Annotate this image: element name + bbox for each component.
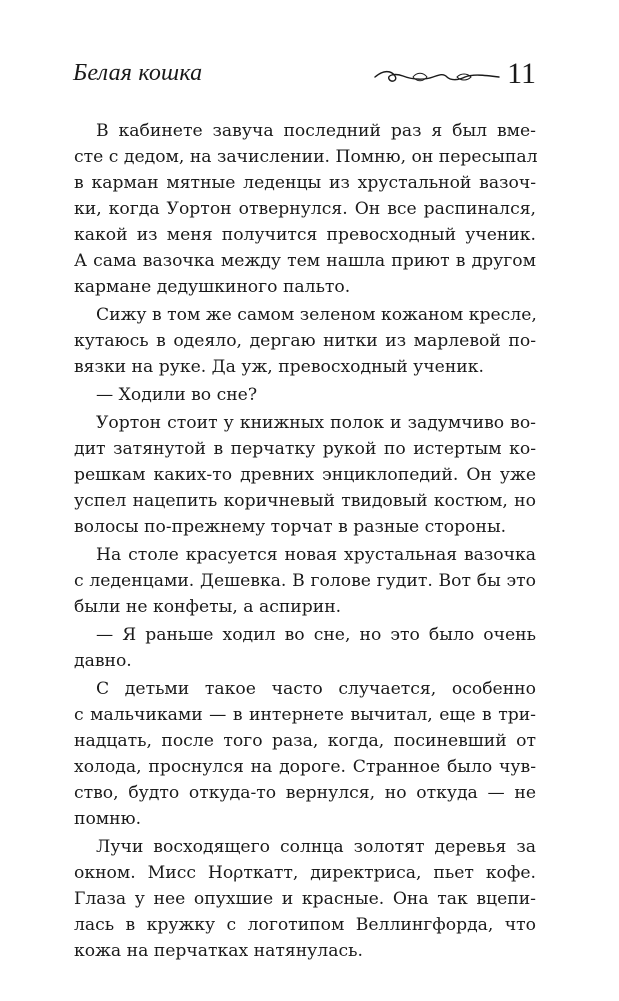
- text-line: холода, проснулся на дороге. Странное было чув-: [74, 757, 536, 777]
- text-line: — Ходили во сне?: [96, 385, 258, 405]
- paragraph: [74, 380, 536, 408]
- text-line: давно.: [74, 651, 132, 671]
- text-line: сте с дедом, на зачислении. Помню, он пересыпал: [74, 147, 538, 167]
- text-line: помню.: [74, 809, 142, 829]
- text-line: кармане дедушкиного пальто.: [74, 277, 351, 297]
- text-line: Лучи восходящего солнца золотят деревья за: [96, 837, 536, 857]
- text-line: надцать, после того раза, когда, посиневший от: [74, 731, 536, 751]
- text-line: Уортон стоит у книжных полок и задумчиво во-: [96, 413, 536, 433]
- text-line: окном. Мисс Нορткатт, директриса, пьет кофе.: [74, 863, 536, 883]
- text-line: решкам каких-то древних энциклопедий. Он уже: [74, 465, 536, 485]
- text-line: волосы по-прежнему торчат в разные стороны.: [74, 517, 507, 537]
- text-line: вязки на руке. Да уж, превосходный ученик.: [74, 357, 484, 377]
- text-line: С детьми такое часто случается, особенно: [96, 679, 536, 699]
- body-text: [74, 116, 536, 964]
- text-line: с мальчиками — в интернете вычитал, еще в три-: [74, 705, 536, 725]
- text-line: дит затянутой в перчатку рукой по истертым ко-: [74, 439, 536, 459]
- text-line: кожа на перчатках натянулась.: [74, 941, 363, 961]
- text-line: На столе красуется новая хрустальная вазочка: [96, 545, 536, 565]
- paragraph: [74, 408, 536, 540]
- flourish-ornament-icon: [373, 68, 501, 86]
- paragraph: [74, 116, 536, 300]
- running-header: [73, 58, 536, 94]
- text-line: с леденцами. Дешевка. В голове гудит. Вот бы это: [74, 571, 536, 591]
- paragraph: [74, 674, 536, 832]
- text-line: кутаюсь в одеяло, дергаю нитки из марлевой по-: [74, 331, 536, 351]
- text-line: ки, когда Уортон отвернулся. Он все распинался,: [74, 199, 536, 219]
- text-line: были не конфеты, а аспирин.: [74, 597, 342, 617]
- text-line: лась в кружку с логотипом Веллингфорда, что: [74, 915, 536, 935]
- running-title: Белая кошка: [73, 60, 203, 86]
- text-line: В кабинете завуча последний раз я был вме-: [96, 121, 536, 141]
- text-line: А сама вазочка между тем нашла приют в другом: [74, 251, 536, 271]
- text-line: ство, будто откуда-то вернулся, но откуда — не: [74, 783, 536, 803]
- text-line: в карман мятные леденцы из хрустальной вазоч-: [74, 173, 536, 193]
- paragraph: [74, 832, 536, 964]
- text-line: успел нацепить коричневый твидовый костюм, но: [74, 491, 536, 511]
- page-number: 11: [507, 57, 536, 90]
- text-line: Глаза у нее опухшие и красные. Она так вцепи-: [74, 889, 536, 909]
- text-line: Сижу в том же самом зеленом кожаном кресле,: [96, 305, 537, 325]
- text-line: — Я раньше ходил во сне, но это было очень: [96, 625, 536, 645]
- paragraph: [74, 300, 536, 380]
- text-line: какой из меня получится превосходный ученик.: [74, 225, 536, 245]
- paragraph: [74, 540, 536, 620]
- paragraph: [74, 620, 536, 674]
